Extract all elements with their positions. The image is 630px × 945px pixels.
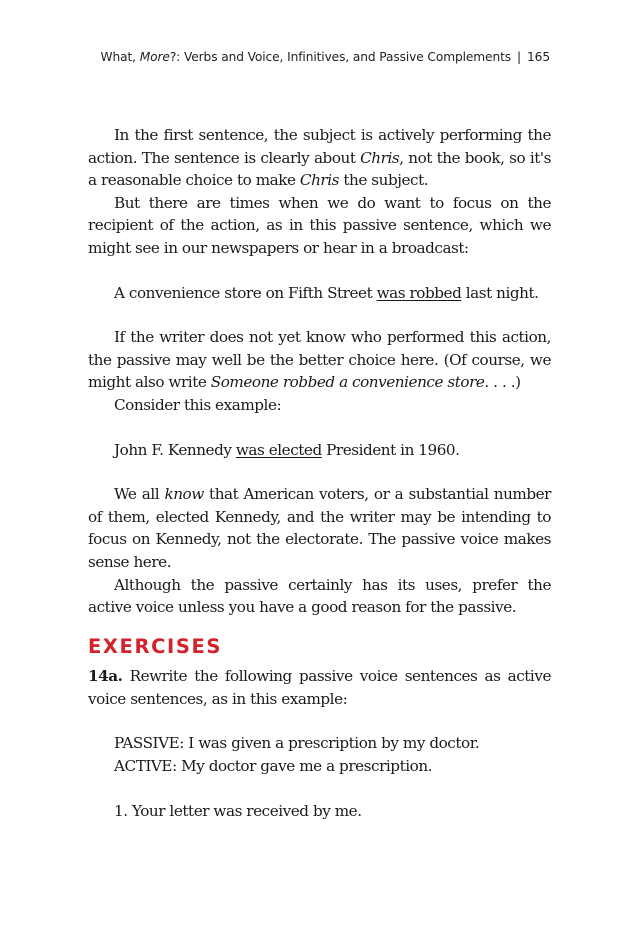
paragraph-6: Although the passive certainly has its uses, prefer the active voice unless you have a good reason for the passive. xyxy=(88,575,551,617)
example-sentence-1: A convenience store on Fifth Street was robbed last night. xyxy=(114,283,539,302)
underlined-passive-verb: was elected xyxy=(235,440,322,459)
active-example: ACTIVE: My doctor gave me a prescription. xyxy=(114,757,433,776)
section-heading-exercises: EXERCISES xyxy=(88,634,223,658)
exercise-item-1: 1. Your letter was received by me. xyxy=(114,801,362,820)
passive-example: PASSIVE: I was given a prescription by my doctor. xyxy=(114,734,480,753)
underlined-passive-verb: was robbed xyxy=(376,283,462,302)
paragraph-3: If the writer does not yet know who performed this action, the passive may well be the better choice here. (Of course, we might also write Someone robbed a convenience store. . . .) xyxy=(88,328,551,392)
running-head xyxy=(80,50,550,64)
page-number: 165 xyxy=(527,50,550,64)
chapter-title: What, More?: Verbs and Voice, Infinitives, and Passive Complements xyxy=(100,50,512,64)
exercise-label: 14a. xyxy=(88,667,123,686)
body-text xyxy=(88,124,551,822)
example-sentence-2: John F. Kennedy was elected President in 1960. xyxy=(114,440,460,459)
header-separator: | xyxy=(517,50,522,64)
paragraph-5: We all know that American voters, or a substantial number of them, elected Kennedy, and the writer may be intending to focus on Kennedy, not the electorate. The passive voice makes sense here. xyxy=(88,485,551,571)
paragraph-1: In the first sentence, the subject is actively performing the action. The sentence is clearly about Chris, not the book, so it's a reasonable choice to make Chris the subject. xyxy=(88,126,551,190)
paragraph-4: Consider this example: xyxy=(114,395,282,414)
exercise-instruction: 14a. Rewrite the following passive voice sentences as active voice sentences, as in this example: xyxy=(88,667,551,708)
paragraph-2: But there are times when we do want to focus on the recipient of the action, as in this passive sentence, which we might see in our newspapers or hear in a broadcast: xyxy=(88,193,551,257)
